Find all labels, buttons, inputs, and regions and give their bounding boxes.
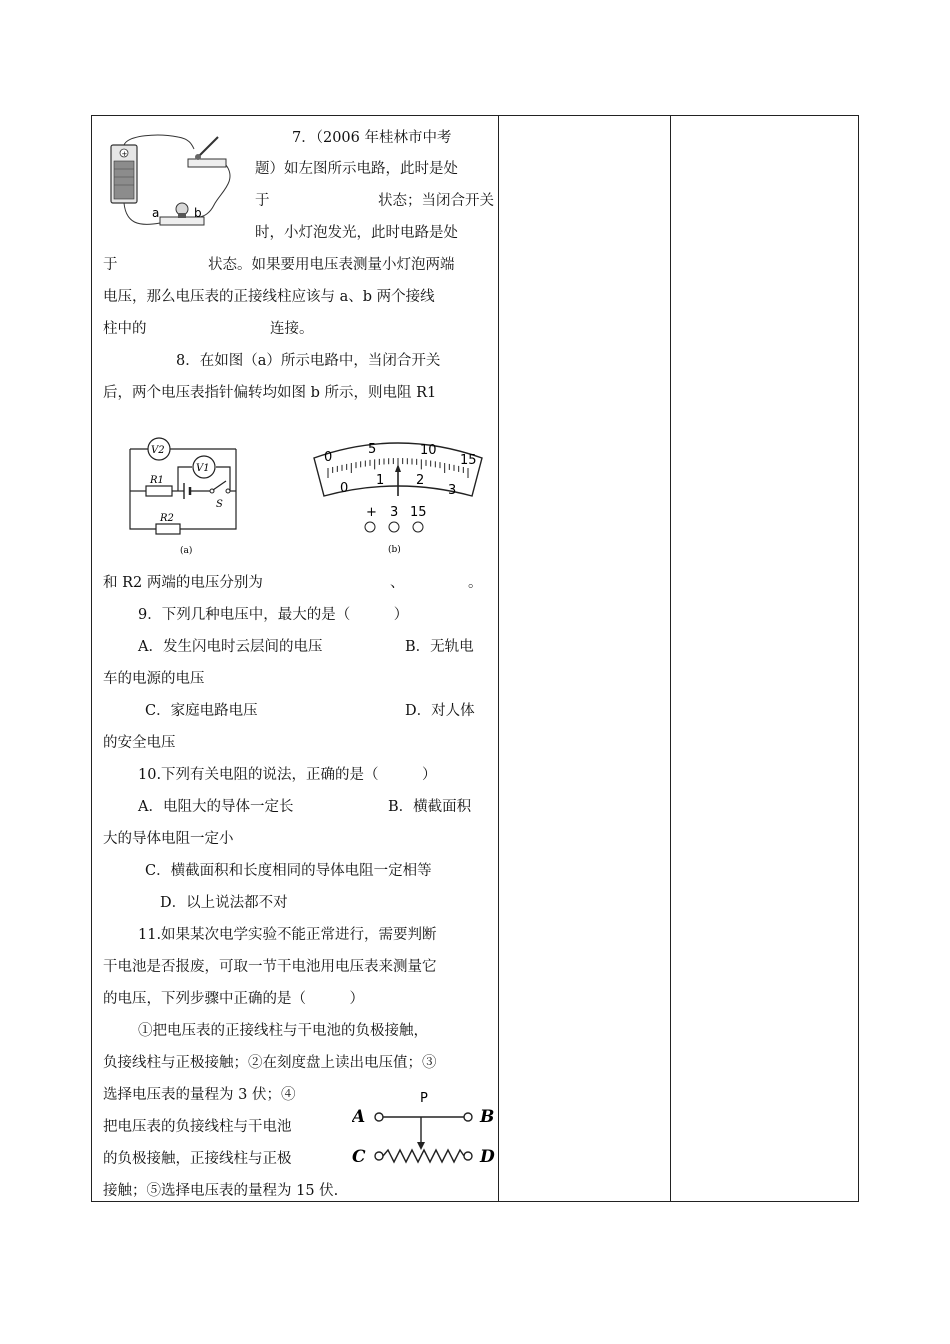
- q9-stem: 9．下列几种电压中，最大的是（ ）: [138, 607, 409, 623]
- column-divider-1: [498, 116, 499, 1201]
- bottom-scale-3: 3: [448, 483, 457, 498]
- q7-line3a: 于: [255, 193, 270, 209]
- q10-option-b-cont: 大的导体电阻一定小: [103, 831, 234, 847]
- battery-icon: [111, 145, 137, 203]
- q11-line3: 的电压，下列步骤中正确的是（ ）: [103, 991, 364, 1007]
- q7-line6: 电压，那么电压表的正接线柱应该与 a、b 两个接线: [103, 289, 435, 305]
- q9-option-d: D．对人体: [405, 703, 475, 719]
- terminal-a-label: A: [352, 1107, 366, 1127]
- resistance-wire: [383, 1150, 464, 1162]
- bottom-scale-1: 1: [376, 473, 385, 488]
- switch-s-label: S: [216, 499, 223, 510]
- slider-p-label: P: [420, 1091, 428, 1106]
- switch-icon: [188, 137, 226, 167]
- terminal-15-icon: [413, 522, 423, 532]
- terminal-b-label: B: [480, 1107, 495, 1127]
- fig-b-caption: (b): [388, 545, 401, 555]
- terminal-d-label: D: [480, 1147, 495, 1167]
- q9-option-a: A．发生闪电时云层间的电压: [138, 639, 323, 655]
- q9-option-b: B．无轨电: [405, 639, 474, 655]
- q10-stem: 10.下列有关电阻的说法，正确的是（ ）: [138, 767, 437, 783]
- q9-option-d-cont: 的安全电压: [103, 735, 176, 751]
- q10-option-a: A．电阻大的导体一定长: [138, 799, 294, 815]
- column-divider-2: [670, 116, 671, 1201]
- q8-circuit-a-figure: [118, 431, 238, 557]
- terminal-plus-label: +: [366, 505, 377, 520]
- top-scale-10: 10: [420, 443, 437, 458]
- q11-rheostat-figure: [352, 1086, 502, 1172]
- q7-line2: 题）如左图所示电路，此时是处: [255, 161, 458, 177]
- content-table: [91, 115, 859, 1202]
- terminal-c-label: C: [352, 1147, 366, 1167]
- q7-line7b: 连接。: [270, 321, 314, 337]
- q11-line2: 干电池是否报废，可取一节干电池用电压表来测量它: [103, 959, 437, 975]
- q11-line6: 选择电压表的量程为 3 伏；④: [103, 1087, 296, 1103]
- top-scale-5: 5: [368, 442, 377, 457]
- q8-line3b: 、: [390, 575, 405, 591]
- r2-label: R2: [160, 513, 174, 524]
- q7-circuit-figure: [108, 131, 238, 237]
- resistor-r1-icon: [146, 486, 172, 496]
- terminal-plus-icon: [365, 522, 375, 532]
- q11-line7: 把电压表的负接线柱与干电池: [103, 1119, 292, 1135]
- bottom-scale-0: 0: [340, 481, 349, 496]
- q10-option-c: C．横截面积和长度相同的导体电阻一定相等: [145, 863, 432, 879]
- q7-line1: 7．（2006 年桂林市中考: [292, 130, 452, 146]
- q7-line3b: 状态；当闭合开关: [378, 193, 494, 209]
- v1-label: V1: [196, 463, 210, 474]
- top-scale-0: 0: [324, 450, 333, 465]
- terminal-3-label: 3: [390, 505, 399, 520]
- q8-voltmeter-dial-figure: [310, 434, 486, 558]
- q7-line5b: 状态。如果要用电压表测量小灯泡两端: [208, 257, 455, 273]
- q8-line3c: 。: [468, 575, 483, 591]
- q7-line5a: 于: [103, 257, 118, 273]
- q8-line3a: 和 R2 两端的电压分别为: [103, 575, 263, 591]
- terminal-3-icon: [389, 522, 399, 532]
- fig-a-caption: (a): [180, 546, 193, 556]
- r1-label: R1: [150, 475, 164, 486]
- q11-line8: 的负极接触，正接线柱与正极: [103, 1151, 292, 1167]
- terminal-b-label: b: [194, 206, 202, 220]
- terminal-a-label: a: [152, 206, 160, 220]
- top-scale-15: 15: [460, 453, 477, 468]
- q8-line2: 后，两个电压表指针偏转均如图 b 所示，则电阻 R1: [103, 385, 437, 401]
- q11-line1: 11.如果某次电学实验不能正常进行，需要判断: [138, 927, 437, 943]
- q10-option-b: B．横截面积: [388, 799, 472, 815]
- q9-option-c: C．家庭电路电压: [145, 703, 258, 719]
- q10-option-d: D．以上说法都不对: [160, 895, 288, 911]
- q11-line5: 负接线柱与正极接触；②在刻度盘上读出电压值；③: [103, 1055, 437, 1071]
- q11-line4: ①把电压表的正接线柱与干电池的负极接触，: [138, 1023, 428, 1039]
- q7-line7a: 柱中的: [103, 321, 147, 337]
- q7-line4: 时，小灯泡发光，此时电路是处: [255, 225, 458, 241]
- bottom-scale-2: 2: [416, 473, 425, 488]
- resistor-r2-icon: [156, 524, 180, 534]
- svg-text:+: +: [121, 150, 128, 158]
- terminal-15-label: 15: [410, 505, 427, 520]
- q9-option-b-cont: 车的电源的电压: [103, 671, 205, 687]
- q11-line9: 接触；⑤选择电压表的量程为 15 伏.: [103, 1183, 339, 1199]
- q8-line1: 8．在如图（a）所示电路中，当闭合开关: [176, 353, 441, 369]
- v2-label: V2: [151, 445, 165, 456]
